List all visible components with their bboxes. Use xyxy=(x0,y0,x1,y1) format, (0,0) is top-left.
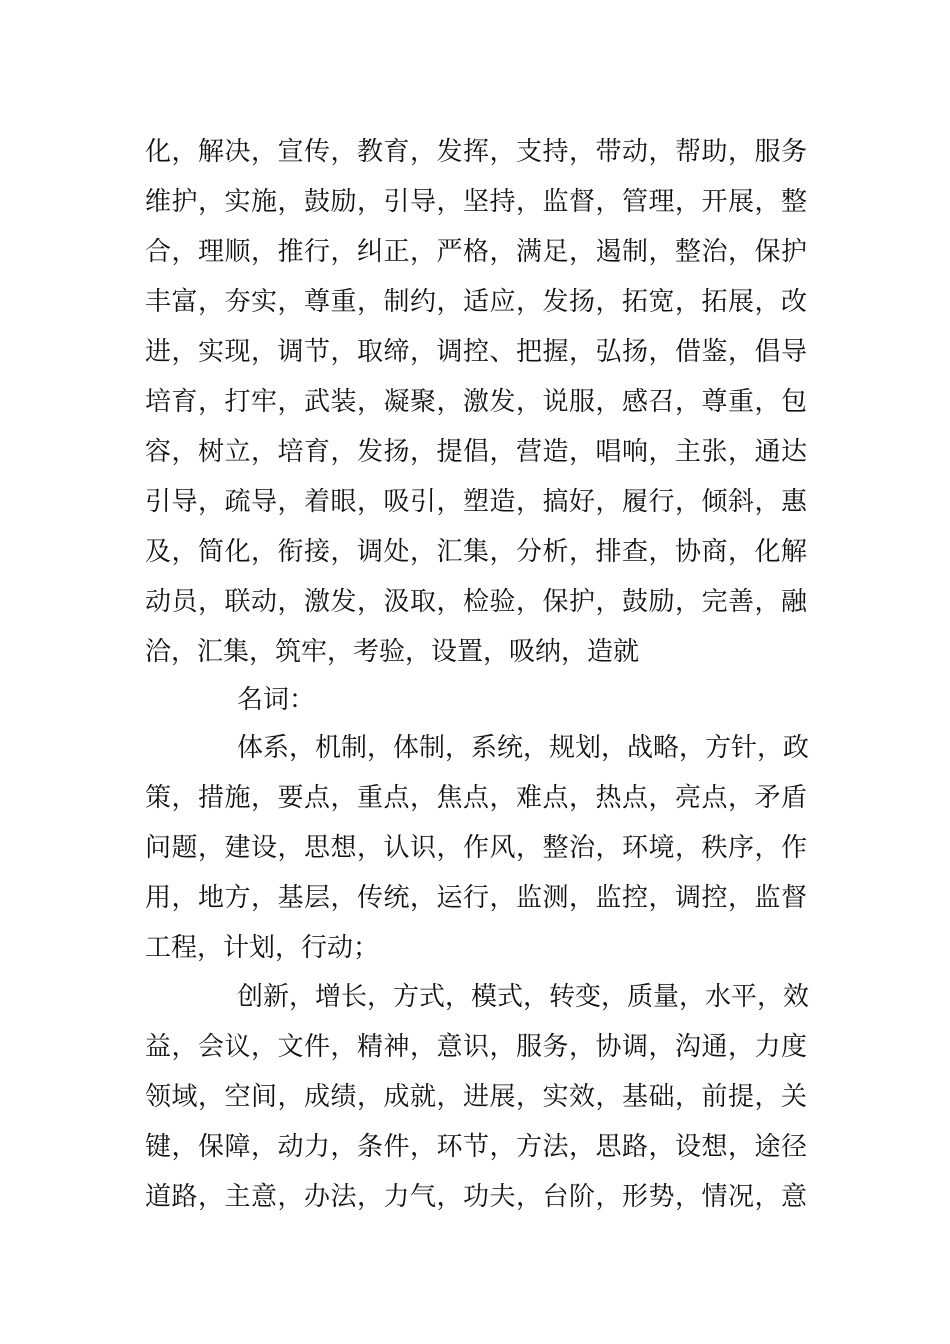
verbs-line-2: 维护，实施，鼓励，引导，坚持，监督，管理，开展，整 xyxy=(145,187,807,217)
nouns-p2-line-3: 领域，空间，成绩，成就，进展，实效，基础，前提，关 xyxy=(145,1082,807,1112)
verbs-line-3: 合，理顺，推行，纠正，严格，满足，遏制，整治，保护 xyxy=(145,237,807,267)
nouns-p1-line-4: 用，地方，基层，传统，运行，监测，监控，调控，监督 xyxy=(145,883,807,913)
nouns-p2-line-4: 键，保障，动力，条件，环节，方法，思路，设想，途径 xyxy=(145,1132,807,1162)
nouns-heading: 名词： xyxy=(237,685,316,715)
verbs-line-6: 培育，打牢，武装，凝聚，激发，说服，感召，尊重，包 xyxy=(145,387,807,417)
verbs-line-9: 及，简化，衔接，调处，汇集，分析，排查，协商，化解 xyxy=(145,537,807,567)
nouns-p1-line-3: 问题，建设，思想，认识，作风，整治，环境，秩序，作 xyxy=(145,833,807,863)
nouns-p2-line-1: 创新，增长，方式，模式，转变，质量，水平，效 xyxy=(237,982,810,1012)
verbs-line-7: 容，树立，培育，发扬，提倡，营造，唱响，主张，通达 xyxy=(145,437,807,467)
nouns-p1-line-1: 体系，机制，体制，系统，规划，战略，方针，政 xyxy=(237,733,810,763)
verbs-line-1: 化，解决，宣传，教育，发挥，支持，带动，帮助，服务 xyxy=(145,137,807,167)
verbs-line-4: 丰富，夯实，尊重，制约，适应，发扬，拓宽，拓展，改 xyxy=(145,287,807,317)
nouns-p2-line-5: 道路，主意，办法，力气，功夫，台阶，形势，情况，意 xyxy=(145,1182,807,1212)
verbs-line-5: 进，实现，调节，取缔，调控、把握，弘扬，借鉴，倡导 xyxy=(145,337,807,367)
nouns-p2-line-2: 益，会议，文件，精神，意识，服务，协调，沟通，力度 xyxy=(145,1032,807,1062)
verbs-line-8: 引导，疏导，着眼，吸引，塑造，搞好，履行，倾斜，惠 xyxy=(145,487,807,517)
nouns-p1-line-5: 工程，计划，行动； xyxy=(145,933,380,963)
nouns-p1-line-2: 策，措施，要点，重点，焦点，难点，热点，亮点，矛盾 xyxy=(145,783,807,813)
verbs-line-10: 动员，联动，激发，汲取，检验，保护，鼓励，完善，融 xyxy=(145,587,807,617)
verbs-line-11: 洽，汇集，筑牢，考验，设置，吸纳，造就 xyxy=(145,637,640,667)
